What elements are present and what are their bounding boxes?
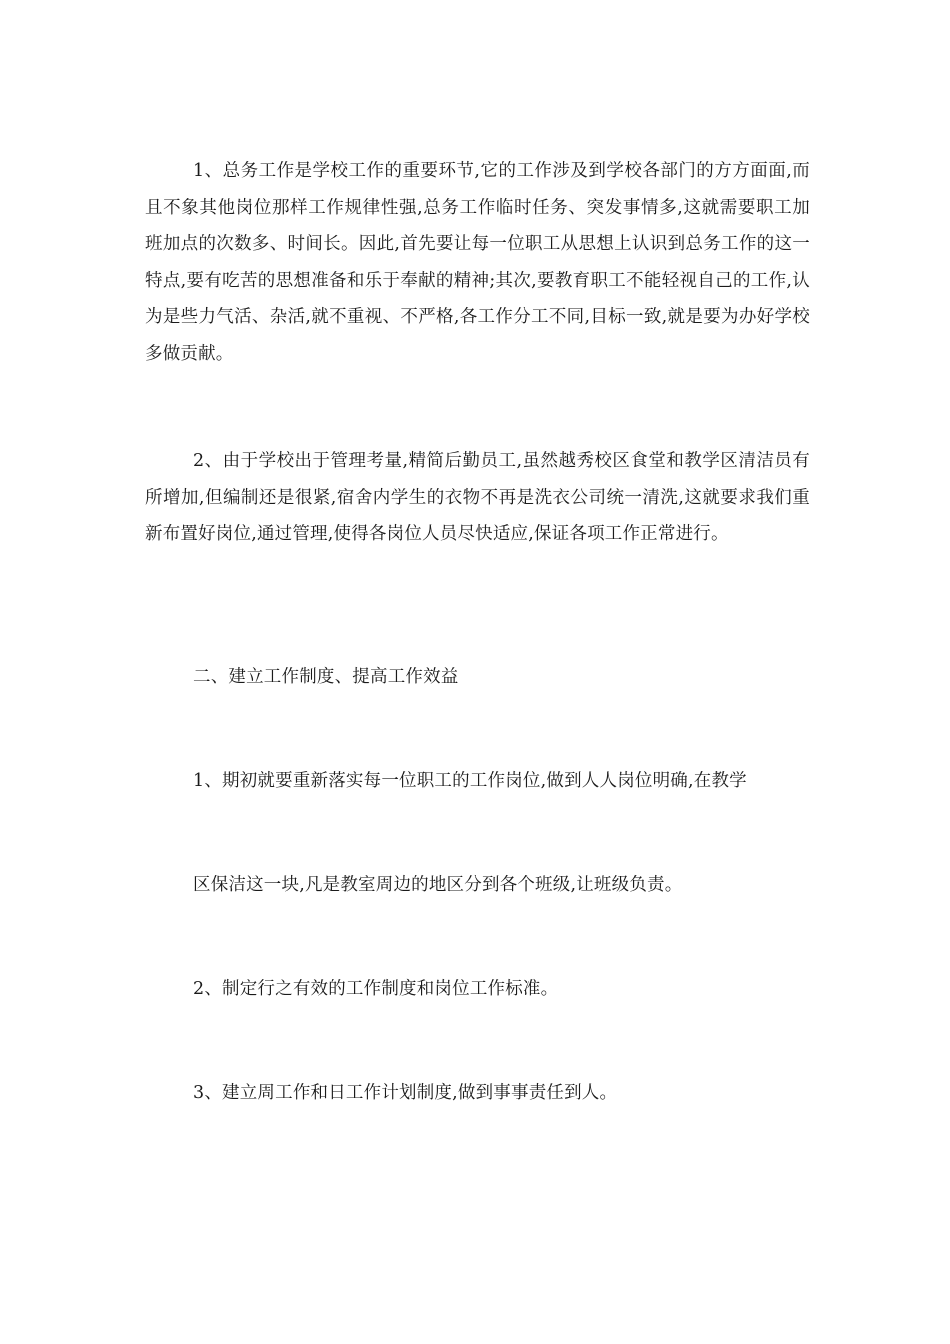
paragraph-staff-arrangement: 2、由于学校出于管理考量,精简后勤员工,虽然越秀校区食堂和教学区清洁员有所增加,但编制还是很紧,宿舍内学生的衣物不再是洗衣公司统一清洗,这就要求我们重新布置好岗位,通过管理,使得各岗位人员尽快适应,保证各项工作正常进行。 bbox=[145, 451, 810, 544]
list-item-3: 3、建立周工作和日工作计划制度,做到事事责任到人。 bbox=[193, 1083, 618, 1103]
paragraph-general-affairs-role: 1、总务工作是学校工作的重要环节,它的工作涉及到学校各部门的方方面面,而且不象其他岗位那样工作规律性强,总务工作临时任务、突发事情多,这就需要职工加班加点的次数多、时间长。因此,首先要让每一位职工从思想上认识到总务工作的这一特点,要有吃苦的思想准备和乐于奉献的精神;其次,要教育职工不能轻视自己的工作,认为是些力气活、杂活,就不重视、不严格,各工作分工不同,目标一致,就是要为办好学校多做贡献。 bbox=[145, 161, 810, 364]
list-item-1-part-2: 区保洁这一块,凡是教室周边的地区分到各个班级,让班级负责。 bbox=[193, 875, 683, 895]
list-item-2: 2、制定行之有效的工作制度和岗位工作标准。 bbox=[193, 979, 559, 999]
list-item-1-part-1: 1、期初就要重新落实每一位职工的工作岗位,做到人人岗位明确,在教学 bbox=[193, 771, 747, 791]
section-heading: 二、建立工作制度、提高工作效益 bbox=[193, 667, 459, 687]
